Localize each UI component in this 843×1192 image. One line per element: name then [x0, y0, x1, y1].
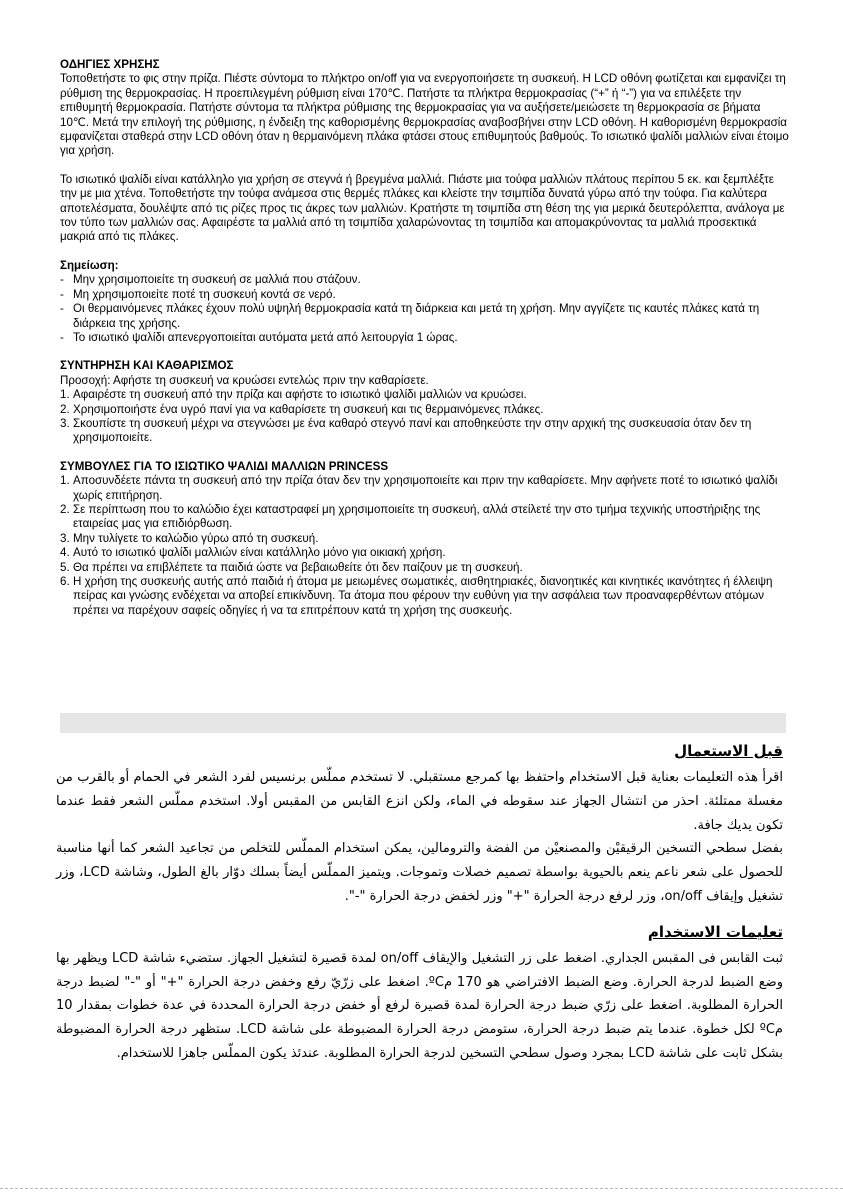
list-item: 5. Θα πρέπει να επιβλέπετε τα παιδιά ώστε να βεβαιωθείτε ότι δεν παίζουν με τη συσκευή. — [60, 560, 523, 574]
list-item: - Μη χρησιμοποιείτε ποτέ τη συσκευή κοντά σε νερό. — [60, 287, 336, 301]
note-section — [60, 259, 790, 345]
list-item: - Μην χρησιμοποιείτε τη συσκευή σε μαλλιά που στάζουν. — [60, 273, 361, 287]
note-list — [60, 273, 790, 345]
features-paragraph: بفضل سطحي التسخين الرقيقيْن والمصنعيْن من الفضة والترومالين، يمكن استخدام المملّس للتخلص من تجاعيد الشعر كما أنها مناسبة للحصول على شعر ناعم ينعم بالحيوية بواسطة تصميم خصلات وتموجات. ويتميز المملّس أيضاً بسلك دوّار بالغ الطول، وشاشة LCD، وزر تشغيل وإيقاف on/off، وزر لرفع درجة الحرارة "+" وزر لخفض درجة الحرارة "-". — [56, 841, 783, 904]
list-item: 4. Αυτό το ισιωτικό ψαλίδι μαλλιών είναι κατάλληλο μόνο για οικιακή χρήση. — [60, 546, 446, 560]
maintenance-section — [60, 359, 790, 445]
tips-list — [60, 474, 790, 618]
maintenance-heading: ΣΥΝΤΗΡΗΣΗ ΚΑΙ ΚΑΘΑΡΙΣΜΟΣ — [60, 359, 234, 373]
before-use-heading: قبل الاستعمال — [674, 742, 783, 760]
usage-instructions-paragraph: ثبت القابس فى المقبس الجداري. اضغط على زر التشغيل والإيقاف on/off لمدة قصيرة لتشغيل الجهاز. ستضيء شاشة LCD ويظهر بها وضع الضبط لدرجة الحرارة. وضع الضبط الافتراضي هو 170 مºC. اضغط على زرّيّ رفع وخفض درجة الحرارة "+" أو "-" لضبط درجة الحرارة المطلوبة. اضغط على زرّي ضبط درجة الحرارة لمدة قصيرة لرفع أو خفض درجة الحرارة المحددة في عدة خطوات بمقدار 10 مºC لكل خطوة. عندما يتم ضبط درجة الحرارة، ستومض درجة الحرارة المضبوطة على شاشة LCD. ستظهر درجة الحرارة المضبوطة بشكل ثابت على شاشة LCD بمجرد وصول سطحي التسخين لدرجة الحرارة المطلوبة. عندئذ يكون المملّس جاهزا للاستخدام. — [56, 950, 783, 1061]
maintenance-caution: Προσοχή: Αφήστε τη συσκευή να κρυώσει εντελώς πριν την καθαρίσετε. — [60, 373, 429, 387]
arabic-instructions — [56, 742, 783, 1066]
note-heading: Σημείωση: — [60, 258, 119, 272]
list-item: 3. Μην τυλίγετε το καλώδιο γύρω από τη συσκευή. — [60, 531, 319, 545]
list-item: 6. Η χρήση της συσκευής αυτής από παιδιά ή άτομα με μειωμένες σωματικές, αισθητηριακές, διανοητικές και κινητικές ικανότητες ή έλλειψη πείρας και γνώσης ενδέχεται να αποβεί επικίνδυνη. Τα άτομα που φέρουν την ευθύνη για την ασφάλεια των προαναφερθέντων ατόμων πρέπει να παρέχουν σαφείς οδηγίες ή να τα επιτρέπουν κατά τη χρήση της συσκευής. — [60, 575, 773, 617]
list-item: 2. Χρησιμοποιήστε ένα υγρό πανί για να καθαρίσετε τη συσκευή και τις θερμαινόμενες πλάκες. — [60, 402, 544, 416]
usage-section — [60, 58, 790, 245]
greek-instructions — [60, 58, 790, 632]
list-item: 1. Αφαιρέστε τη συσκευή από την πρίζα και αφήστε το ισιωτικό ψαλίδι μαλλιών να κρυώσει. — [60, 388, 527, 402]
technique-paragraph: Το ισιωτικό ψαλίδι είναι κατάλληλο για χρήση σε στεγνά ή βρεγμένα μαλλιά. Πιάστε μια τούφα μαλλιών πλάτους περίπου 5 εκ. και ξεμπλέξτε την με μια χτένα. Τοποθετήστε την τούφα ανάμεσα στις θερμές πλάκες και κλείστε την τσιμπίδα δυνατά γύρω από την τούφα. Για καλύτερα αποτελέσματα, δουλέψτε από τις ρίζες προς τις άκρες των μαλλιών. Κρατήστε τη τσιμπίδα στη θέση της για μερικά δευτερόλεπτα, ανάλογα με τον τύπο των μαλλιών σας. Αφαιρέστε τα μαλλιά από τη τσιμπίδα χαλαρώνοντας τη τσιμπίδα και απομακρύνοντας τα μαλλιά προσεκτικά μακριά από τις πλάκες. — [60, 172, 785, 244]
list-item: 3. Σκουπίστε τη συσκευή μέχρι να στεγνώσει με ένα καθαρό στεγνό πανί και αποθηκεύστε την στην αρχική της συσκευασία όταν δεν τη χρησιμοποιείτε. — [60, 416, 752, 445]
list-item: - Το ισιωτικό ψαλίδι απενεργοποιείται αυτόματα μετά από λειτουργία 1 ώρας. — [60, 330, 458, 344]
list-item: 2. Σε περίπτωση που το καλώδιο έχει καταστραφεί μη χρησιμοποιείτε τη συσκευή, αλλά στείλετέ την στο τμήμα τεχνικής υποστήριξης της εταιρείας μας για επιδιόρθωση. — [60, 502, 761, 531]
tips-section — [60, 460, 790, 618]
usage-instructions-heading: تعليمات الاستخدام — [647, 922, 783, 941]
spacer — [56, 909, 783, 923]
maintenance-list — [60, 388, 790, 446]
page-bottom-rule — [0, 1188, 843, 1189]
before-use-paragraph: اقرأ هذه التعليمات بعناية قبل الاستخدام واحتفظ بها كمرجع مستقبلي. لا تستخدم مملّس برنسيس لفرد الشعر في الحمام أو بالقرب من مغسلة ممتلئة. احذر من انتشال الجهاز عند سقوطه في الماء، ولكن انزع القابس من المقبس أولا. استخدم مملّس الشعر فقط عندما تكون يديك جافة. — [56, 770, 783, 833]
usage-heading: ΟΔΗΓΙΕΣ ΧΡΗΣΗΣ — [60, 58, 160, 71]
tips-heading: ΣΥΜΒΟΥΛΕΣ ΓΙΑ ΤΟ ΙΣΙΩΤΙΚΟ ΨΑΛΙΔΙ ΜΑΛΛΙΩΝ PRINCESS — [60, 459, 389, 473]
list-item: 1. Αποσυνδέετε πάντα τη συσκευή από την πρίζα όταν δεν την χρησιμοποιείτε και πριν την καθαρίσετε. Μην αφήνετε ποτέ το ισιωτικό ψαλίδι χωρίς επιτήρηση. — [60, 474, 778, 502]
usage-paragraph: Τοποθετήστε το φις στην πρίζα. Πιέστε σύντομα το πλήκτρο on/off για να ενεργοποιήσετε τη συσκευή. Η LCD οθόνη φωτίζεται και εμφανίζει τη ρύθμιση της θερμοκρασίας. Η προεπιλεγμένη ρύθμιση είναι 170℃. Πατήστε τα πλήκτρα θερμοκρασίας (“+” ή “-”) για να επιλέξετε την επιθυμητή θερμοκρασία. Πατήστε σύντομα τα πλήκτρα ρύθμισης της θερμοκρασίας για να αυξήσετε/μειώσετε τη θερμοκρασία σε βήματα 10℃. Μετά την επιλογή της ρύθμισης, η ένδειξη της καθορισμένης θερμοκρασίας αναβοσβήνει στην LCD οθόνη. Η καθορισμένη θερμοκρασία εμφανίζεται σταθερά στην LCD οθόνη όταν η θερμαινόμενη πλάκα φτάσει στους επιθυμητούς βαθμούς. Το ισιωτικό ψαλίδι μαλλιών είναι έτοιμο για χρήση. — [60, 72, 789, 158]
section-divider — [60, 713, 786, 733]
list-item: - Οι θερμαινόμενες πλάκες έχουν πολύ υψηλή θερμοκρασία κατά τη διάρκεια και μετά τη χρήση. Μην αγγίζετε τις καυτές πλάκες κατά τη διάρκεια της χρήσης. — [60, 302, 760, 330]
